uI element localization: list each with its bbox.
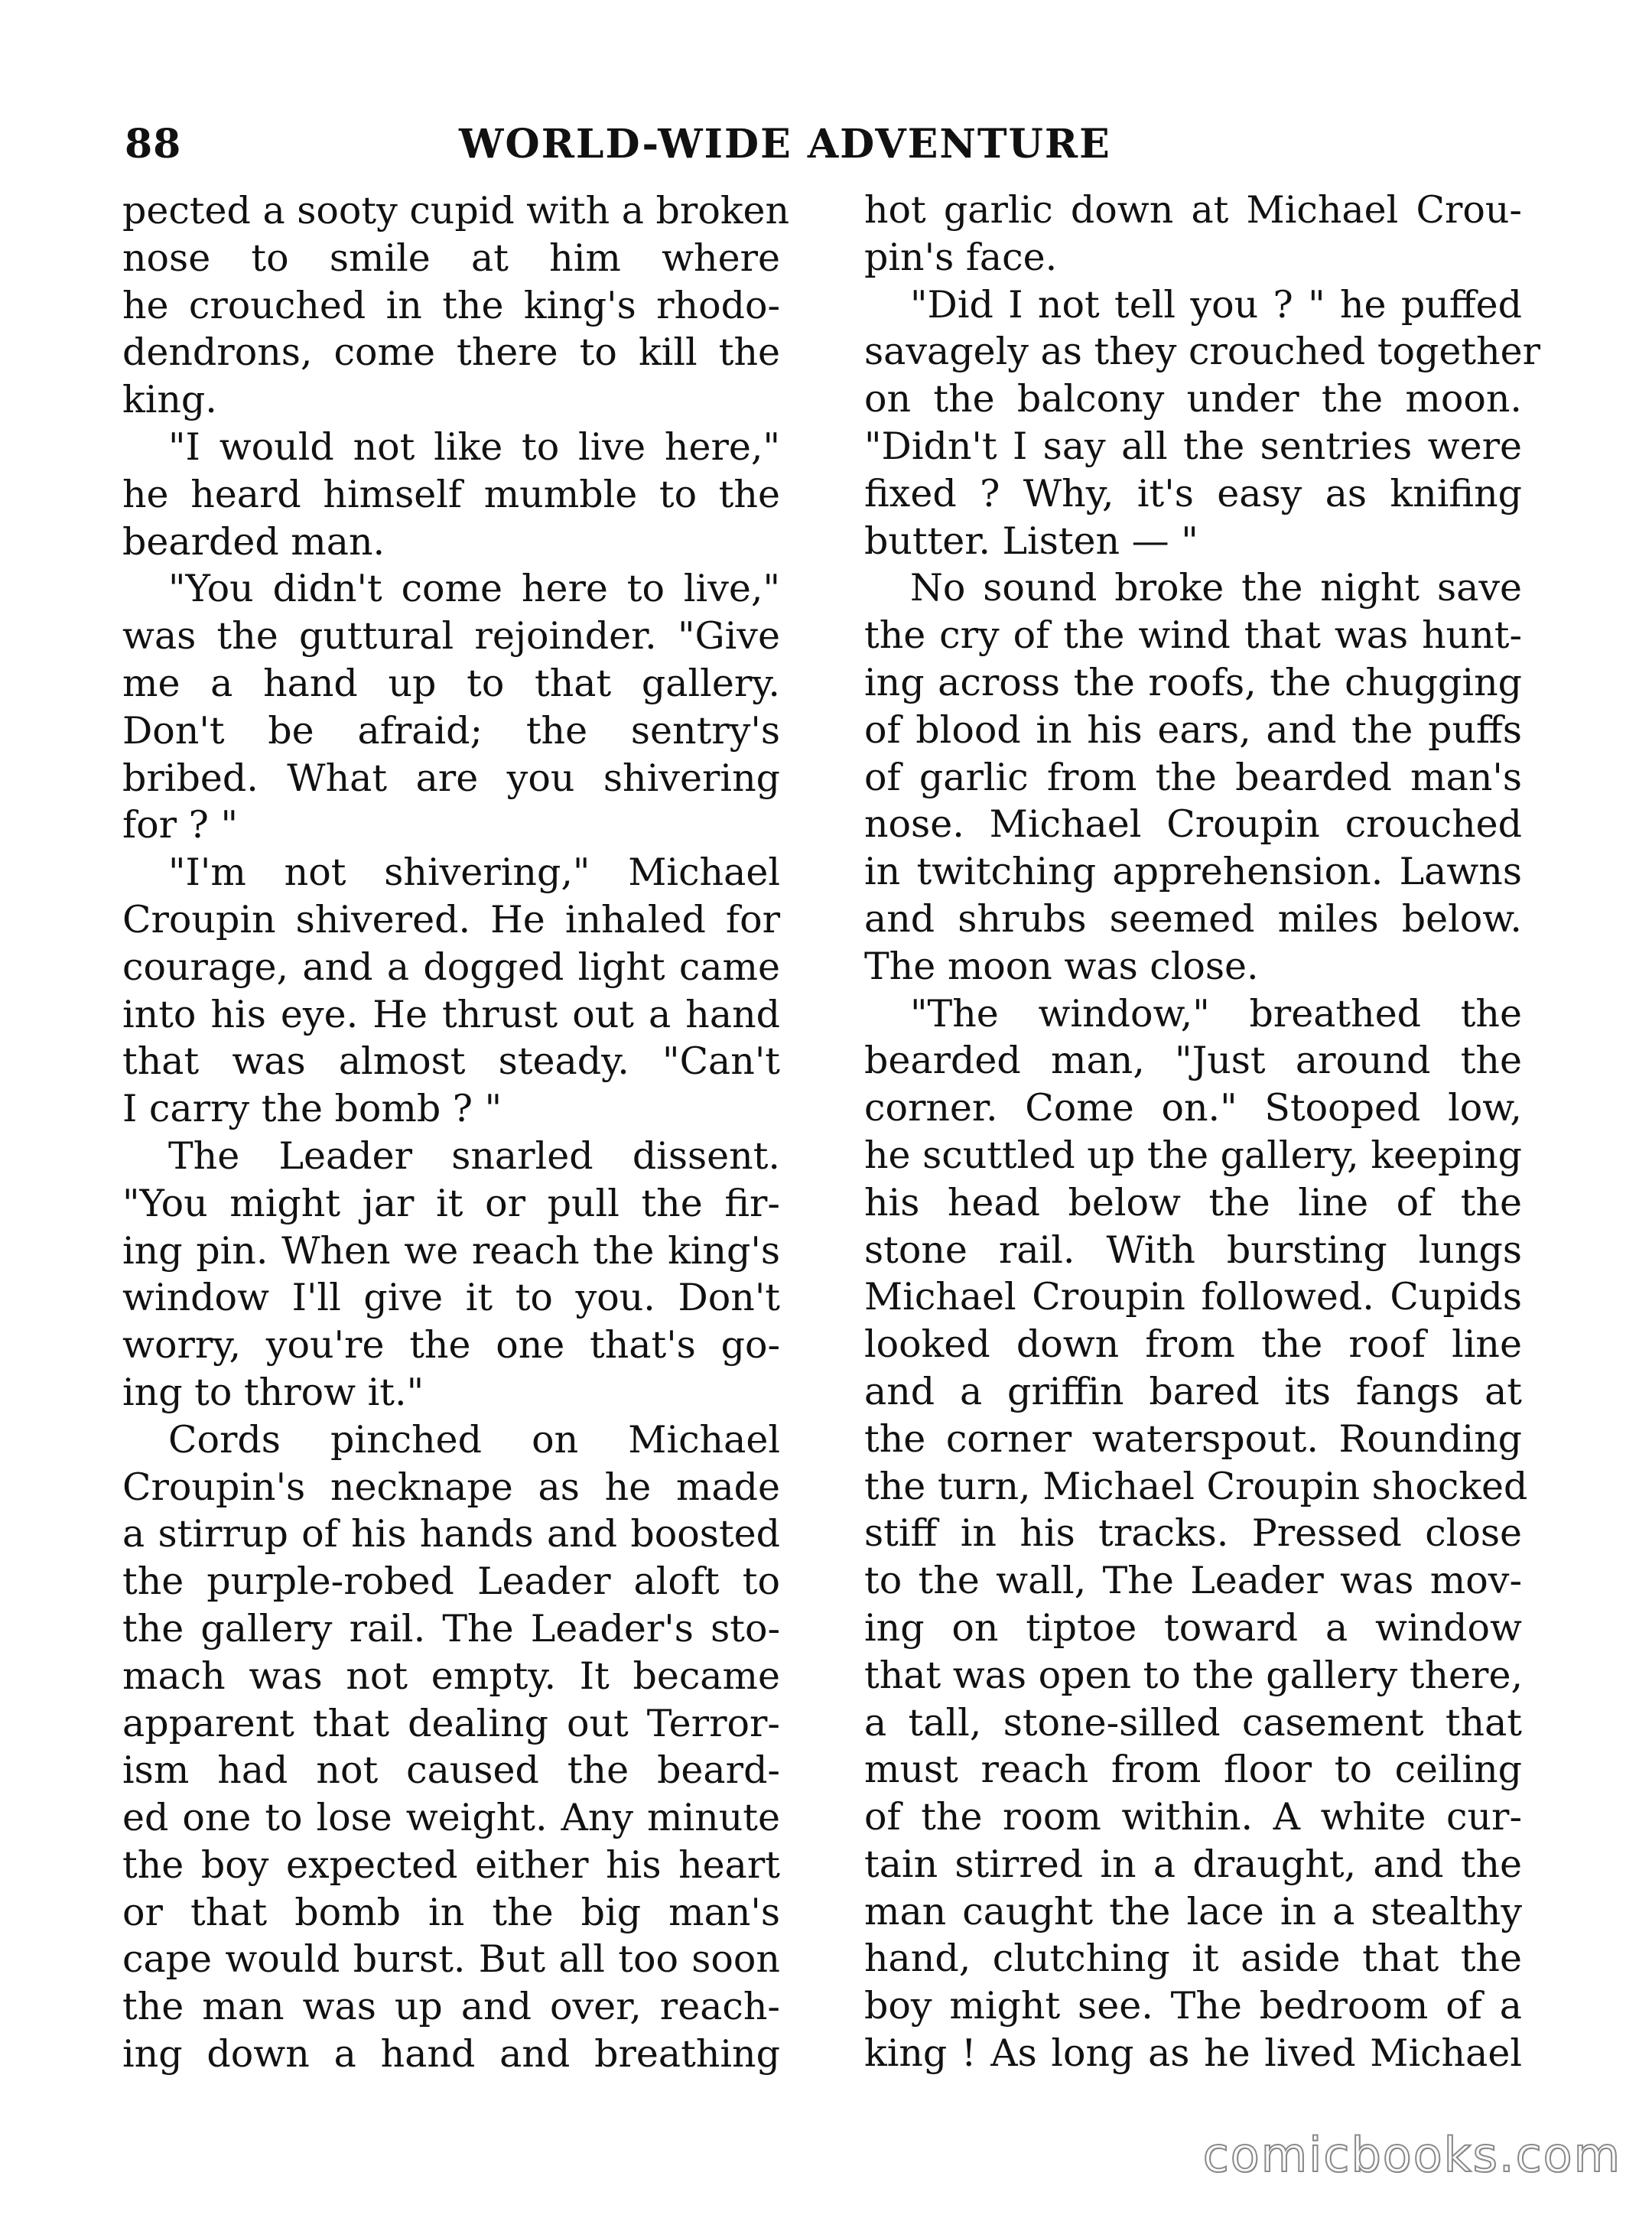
text-line: nose to smile at him where: [122, 236, 780, 280]
text-line: he heard himself mumble to the: [122, 472, 780, 516]
text-line: the corner waterspout. Rounding: [864, 1416, 1522, 1461]
text-line: ing to throw it.": [122, 1370, 424, 1414]
text-line: "Didn't I say all the sentries were: [864, 424, 1522, 468]
text-line: his head below the line of the: [864, 1180, 1522, 1224]
text-line: "Did I not tell you ? " he puffed: [910, 282, 1522, 327]
text-line: mach was not empty. It became: [122, 1654, 780, 1698]
text-line: a tall, stone-silled casement that: [864, 1700, 1522, 1745]
text-line: Croupin shivered. He inhaled for: [122, 897, 780, 942]
text-line: cape would burst. But all too soon: [122, 1937, 780, 1982]
text-line: that was open to the gallery there,: [864, 1653, 1524, 1697]
text-line: that was almost steady. "Can't: [122, 1039, 780, 1084]
text-line: ing across the roofs, the chugging: [864, 660, 1522, 704]
text-line: bearded man.: [122, 519, 385, 564]
text-line: hot garlic down at Michael Crou-: [864, 188, 1522, 232]
text-line: ism had not caused the beard-: [122, 1748, 780, 1793]
text-line: ing on tiptoe toward a window: [864, 1605, 1522, 1650]
text-line: ed one to lose weight. Any minute: [122, 1796, 780, 1840]
left-text-column: [122, 187, 790, 2078]
text-line: a stirrup of his hands and boosted: [122, 1512, 780, 1556]
right-text-column: [864, 187, 1541, 2077]
text-line: "I would not like to live here,": [168, 424, 780, 469]
text-line: worry, you're the one that's go-: [122, 1323, 780, 1368]
text-line: the boy expected either his heart: [122, 1842, 780, 1887]
text-line: courage, and a dogged light came: [122, 945, 780, 989]
text-line: "The window," breathed the: [910, 991, 1522, 1036]
text-line: for ? ": [122, 803, 239, 847]
text-line: window I'll give it to you. Don't: [122, 1276, 780, 1320]
text-line: into his eye. He thrust out a hand: [122, 992, 780, 1036]
text-line: and shrubs seemed miles below.: [864, 896, 1522, 941]
text-line: The Leader snarled dissent.: [168, 1133, 780, 1178]
text-line: the gallery rail. The Leader's sto-: [122, 1606, 780, 1650]
text-line: No sound broke the night save: [910, 566, 1522, 610]
text-line: was the guttural rejoinder. "Give: [122, 614, 780, 659]
running-title: WORLD-WIDE ADVENTURE: [459, 121, 1111, 167]
text-line: Don't be afraid; the sentry's: [122, 708, 780, 753]
text-line: "I'm not shivering," Michael: [168, 850, 780, 895]
text-line: man caught the lace in a stealthy: [864, 1889, 1522, 1933]
text-line: I carry the bomb ? ": [122, 1087, 502, 1131]
text-line: corner. Come on." Stooped low,: [864, 1086, 1522, 1130]
text-line: apparent that dealing out Terror-: [122, 1701, 780, 1745]
text-line: or that bomb in the big man's: [122, 1890, 780, 1934]
site-watermark: comicbooks.com: [1202, 2127, 1621, 2183]
text-line: stiff in his tracks. Pressed close: [864, 1511, 1522, 1556]
text-line: the cry of the wind that was hunt-: [864, 613, 1522, 658]
text-line: pin's face.: [864, 235, 1058, 279]
text-line: to the wall, The Leader was mov-: [864, 1559, 1522, 1603]
text-line: hand, clutching it aside that the: [864, 1937, 1522, 1981]
text-line: of the room within. A white cur-: [864, 1795, 1522, 1839]
text-line: pected a sooty cupid with a broken: [122, 189, 790, 233]
text-line: ing pin. When we reach the king's: [122, 1228, 780, 1273]
text-line: king ! As long as he lived Michael: [864, 2031, 1522, 2076]
text-line: dendrons, come there to kill the: [122, 330, 780, 375]
text-line: the turn, Michael Croupin shocked: [864, 1464, 1528, 1508]
text-line: bearded man, "Just around the: [864, 1039, 1522, 1083]
text-line: Croupin's necknape as he made: [122, 1465, 780, 1509]
text-line: of blood in his ears, and the puffs: [864, 707, 1522, 752]
text-line: stone rail. With bursting lungs: [864, 1228, 1522, 1272]
text-line: me a hand up to that gallery.: [122, 661, 780, 705]
text-line: of garlic from the bearded man's: [864, 755, 1522, 799]
text-line: bribed. What are you shivering: [122, 756, 780, 800]
page-number: 88: [125, 121, 182, 167]
text-line: the man was up and over, reach-: [122, 1985, 780, 2029]
text-line: Michael Croupin followed. Cupids: [864, 1275, 1522, 1319]
text-line: Cords pinched on Michael: [168, 1417, 780, 1462]
text-line: butter. Listen — ": [864, 519, 1198, 563]
text-line: the purple-robed Leader aloft to: [122, 1559, 780, 1604]
text-line: "You didn't come here to live,": [168, 567, 780, 611]
text-line: and a griffin bared its fangs at: [864, 1369, 1522, 1413]
text-line: ing down a hand and breathing: [122, 2032, 780, 2077]
text-line: tain stirred in a draught, and the: [864, 1842, 1522, 1886]
text-line: fixed ? Why, it's easy as knifing: [864, 471, 1522, 515]
text-line: looked down from the roof line: [864, 1322, 1522, 1367]
text-line: "You might jar it or pull the fir-: [122, 1181, 780, 1225]
text-line: in twitching apprehension. Lawns: [864, 850, 1522, 894]
text-line: nose. Michael Croupin crouched: [864, 802, 1522, 847]
text-line: he crouched in the king's rhodo-: [122, 283, 780, 327]
text-line: must reach from floor to ceiling: [864, 1748, 1522, 1792]
text-line: savagely as they crouched together: [864, 330, 1541, 374]
text-line: on the balcony under the moon.: [864, 377, 1522, 421]
text-line: boy might see. The bedroom of a: [864, 1984, 1522, 2028]
text-line: The moon was close.: [864, 944, 1259, 988]
text-line: he scuttled up the gallery, keeping: [864, 1133, 1522, 1177]
text-line: king.: [122, 378, 217, 422]
